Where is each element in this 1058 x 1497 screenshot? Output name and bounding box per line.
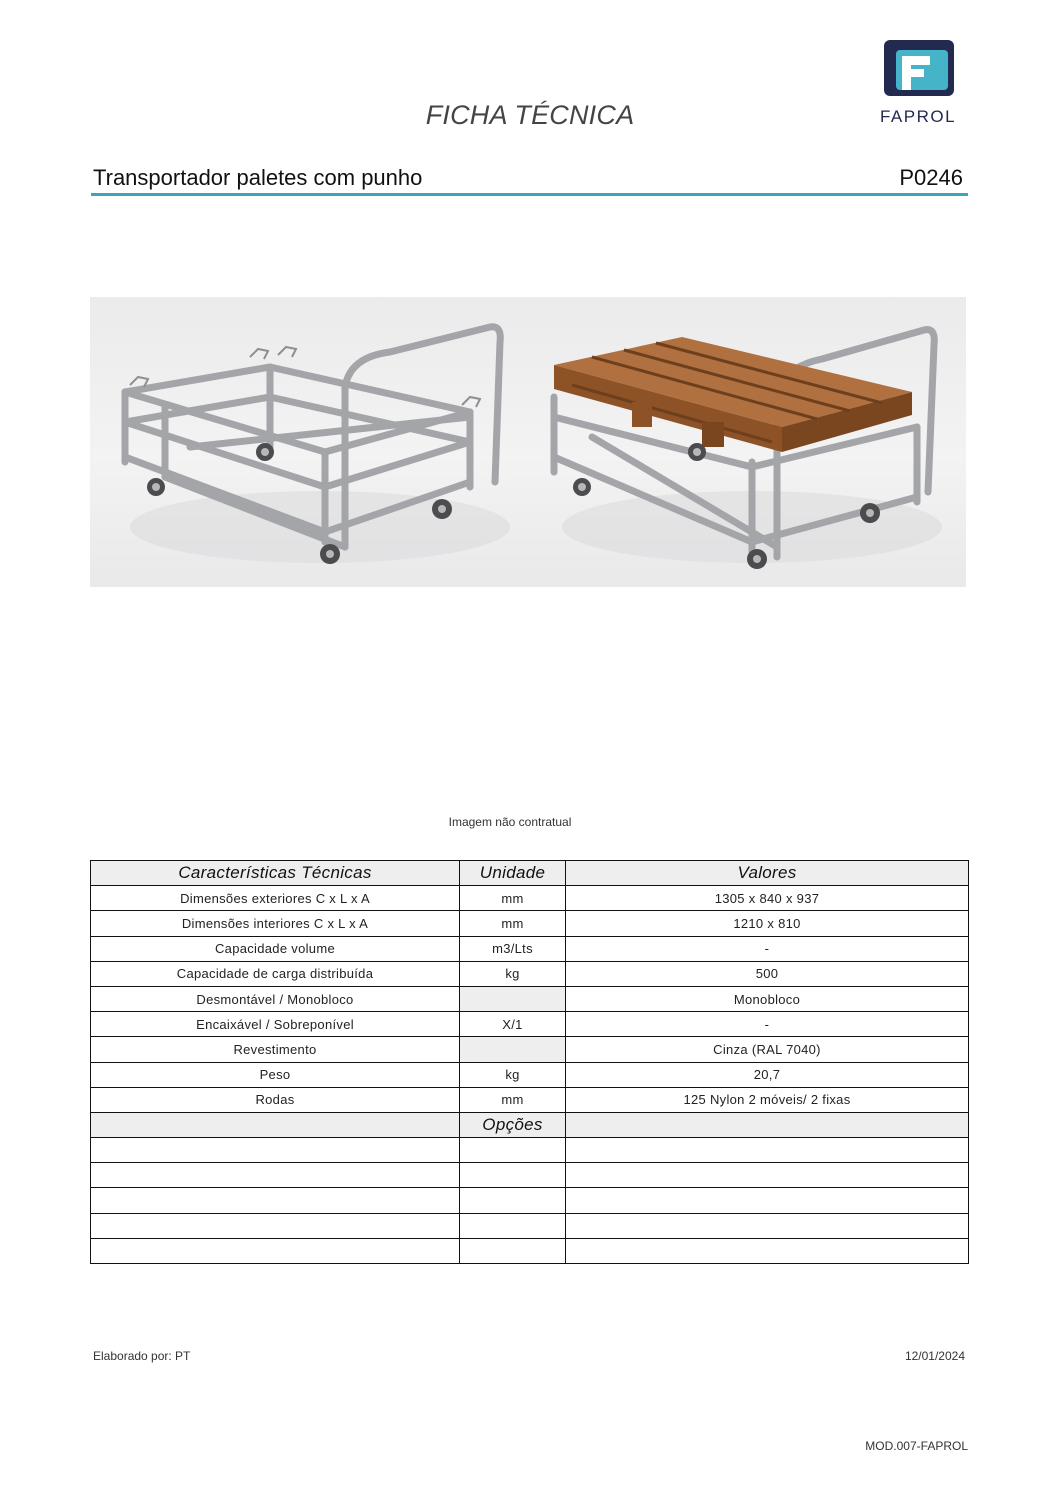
product-name: Transportador paletes com punho — [93, 165, 423, 190]
options-row — [91, 1138, 969, 1163]
document-date: 12/01/2024 — [904, 1349, 965, 1363]
row-value: 500 — [566, 961, 969, 986]
image-disclaimer: Imagem não contratual — [448, 815, 572, 829]
options-row — [91, 1188, 969, 1213]
row-unit: kg — [460, 961, 566, 986]
model-code: MOD.007-FAPROL — [865, 1439, 968, 1453]
row-label: Rodas — [91, 1087, 460, 1112]
row-label: Capacidade volume — [91, 936, 460, 961]
row-value: Monobloco — [566, 986, 969, 1011]
trolley-image-with-pallet — [532, 297, 966, 587]
row-label: Dimensões exteriores C x L x A — [91, 886, 460, 911]
row-value: 1305 x 840 x 937 — [566, 886, 969, 911]
row-unit — [460, 986, 566, 1011]
row-label: Revestimento — [91, 1037, 460, 1062]
table-header-row — [91, 861, 969, 886]
options-header: Opções — [460, 1112, 566, 1137]
row-value: - — [566, 936, 969, 961]
trolley-image-empty — [90, 297, 537, 587]
table-row — [91, 1087, 969, 1112]
table-row — [91, 1037, 969, 1062]
table-row — [91, 936, 969, 961]
row-unit — [460, 1037, 566, 1062]
table-row — [91, 986, 969, 1011]
row-value: 1210 x 810 — [566, 911, 969, 936]
table-row — [91, 1012, 969, 1037]
row-unit: mm — [460, 886, 566, 911]
options-row — [91, 1163, 969, 1188]
prepared-by: Elaborado por: PT — [93, 1349, 191, 1363]
specifications-table — [90, 860, 969, 1264]
brand-text: FAPROL — [879, 107, 957, 126]
row-unit: kg — [460, 1062, 566, 1087]
row-label: Peso — [91, 1062, 460, 1087]
row-unit: mm — [460, 1087, 566, 1112]
row-value: 125 Nylon 2 móveis/ 2 fixas — [566, 1087, 969, 1112]
row-value: Cinza (RAL 7040) — [566, 1037, 969, 1062]
row-unit: X/1 — [460, 1012, 566, 1037]
table-row — [91, 961, 969, 986]
pallet — [554, 337, 912, 452]
row-unit: mm — [460, 911, 566, 936]
row-label: Desmontável / Monobloco — [91, 986, 460, 1011]
faprol-logo — [868, 36, 968, 128]
row-label: Capacidade de carga distribuída — [91, 961, 460, 986]
options-row — [91, 1238, 969, 1263]
row-value: 20,7 — [566, 1062, 969, 1087]
table-row — [91, 886, 969, 911]
row-label: Dimensões interiores C x L x A — [91, 911, 460, 936]
row-unit: m3/Lts — [460, 936, 566, 961]
row-value: - — [566, 1012, 969, 1037]
document-title: FICHA TÉCNICA — [425, 100, 635, 130]
header-characteristics: Características Técnicas — [91, 861, 460, 886]
header-unit: Unidade — [460, 861, 566, 886]
row-label: Encaixável / Sobreponível — [91, 1012, 460, 1037]
title-divider — [91, 193, 968, 196]
product-code: P0246 — [899, 165, 963, 190]
table-row — [91, 911, 969, 936]
options-header-row — [91, 1112, 969, 1137]
options-row — [91, 1213, 969, 1238]
header-values: Valores — [566, 861, 969, 886]
table-row — [91, 1062, 969, 1087]
